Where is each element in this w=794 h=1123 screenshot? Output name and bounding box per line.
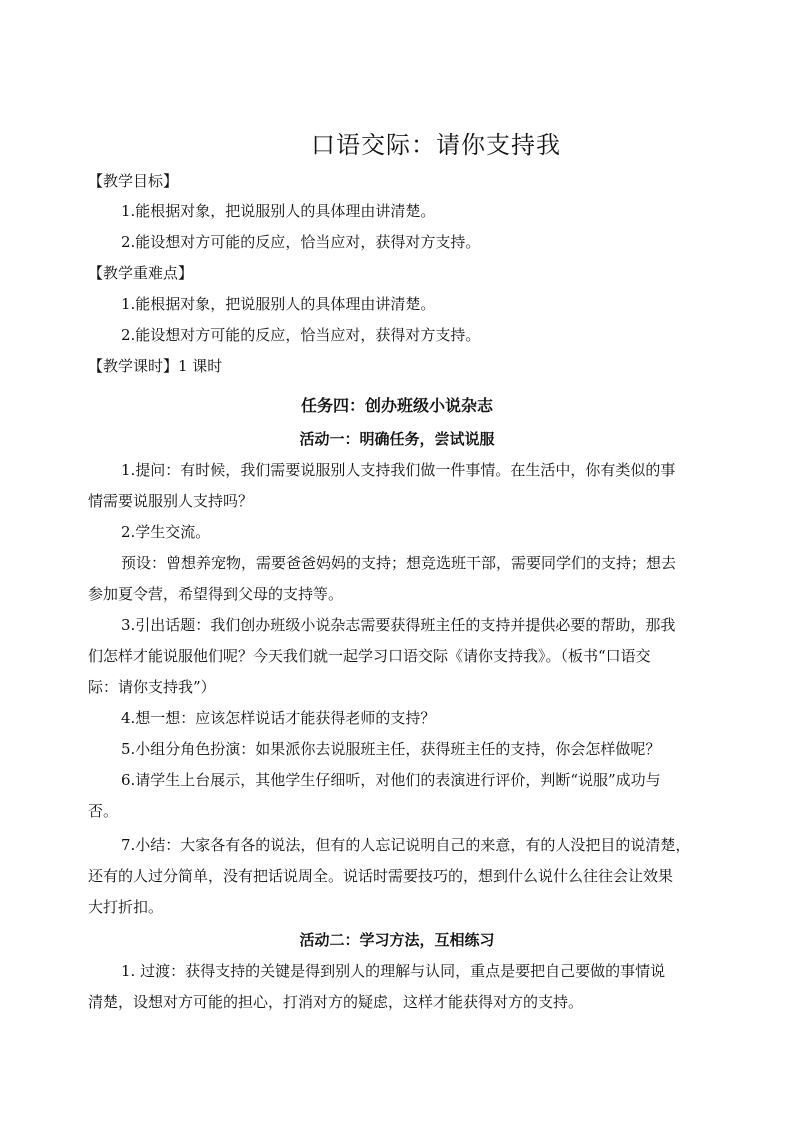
paragraph-line: 5.小组分角色扮演：如果派你去说服班主任，获得班主任的支持，你会怎样做呢？ [121,740,661,758]
paragraph-line: 否。 [88,802,119,820]
key-points-heading: 【教学重难点】 [88,264,194,282]
activity1-heading: 活动一：明确任务，尝试说服 [299,430,495,448]
page-title: 口语交际：请你支持我 [311,131,561,159]
paragraph-line: 际：请你支持我”） [88,678,216,696]
paragraph-line: 们怎样才能说服他们呢？今天我们就一起学习口语交际《请你支持我》。（板书“口语交 [88,647,651,665]
objective-item: 2.能设想对方可能的反应，恰当应对，获得对方支持。 [121,233,481,251]
task-heading: 任务四：创办班级小说杂志 [300,396,493,415]
paragraph-line: 参加夏令营，希望得到父母的支持等。 [88,585,344,603]
paragraph-line: 1.提问：有时候，我们需要说服别人支持我们做一件事情。在生活中，你有类似的事 [121,461,676,479]
paragraph-line: 清楚，设想对方可能的担心，打消对方的疑虑，这样才能获得对方的支持。 [88,993,584,1011]
paragraph-line: 2.学生交流。 [121,523,211,541]
objectives-heading: 【教学目标】 [88,172,179,190]
paragraph-line: 3.引出话题：我们创办班级小说杂志需要获得班主任的支持并提供必要的帮助，那我 [121,616,676,634]
paragraph-line: 情需要说服别人支持吗？ [88,492,254,510]
paragraph-line: 4.想一想：应该怎样说话才能获得老师的支持？ [121,709,436,727]
paragraph-line: 6.请学生上台展示，其他学生仔细听，对他们的表演进行评价，判断“说服”成功与 [121,771,661,789]
objective-item: 1.能根据对象，把说服别人的具体理由讲清楚。 [121,202,436,220]
paragraph-line: 7.小结：大家各有各的说法，但有的人忘记说明自己的来意，有的人没把目的说清楚， [121,836,691,854]
key-point-item: 2.能设想对方可能的反应，恰当应对，获得对方支持。 [121,326,481,344]
paragraph-line: 大打折扣。 [88,898,164,916]
key-point-item: 1.能根据对象，把说服别人的具体理由讲清楚。 [121,295,436,313]
paragraph-line: 还有的人过分简单，没有把话说周全。说话时需要技巧的，想到什么说什么往往会让效果 [88,867,674,885]
paragraph-line: 1. 过渡：获得支持的关键是得到别人的理解与认同，重点是要把自己要做的事情说 [121,962,666,980]
class-hours: 【教学课时】1 课时 [88,357,223,375]
activity2-heading: 活动二：学习方法，互相练习 [299,931,495,949]
paragraph-line: 预设：曾想养宠物，需要爸爸妈妈的支持；想竞选班干部，需要同学们的支持；想去 [121,554,677,572]
